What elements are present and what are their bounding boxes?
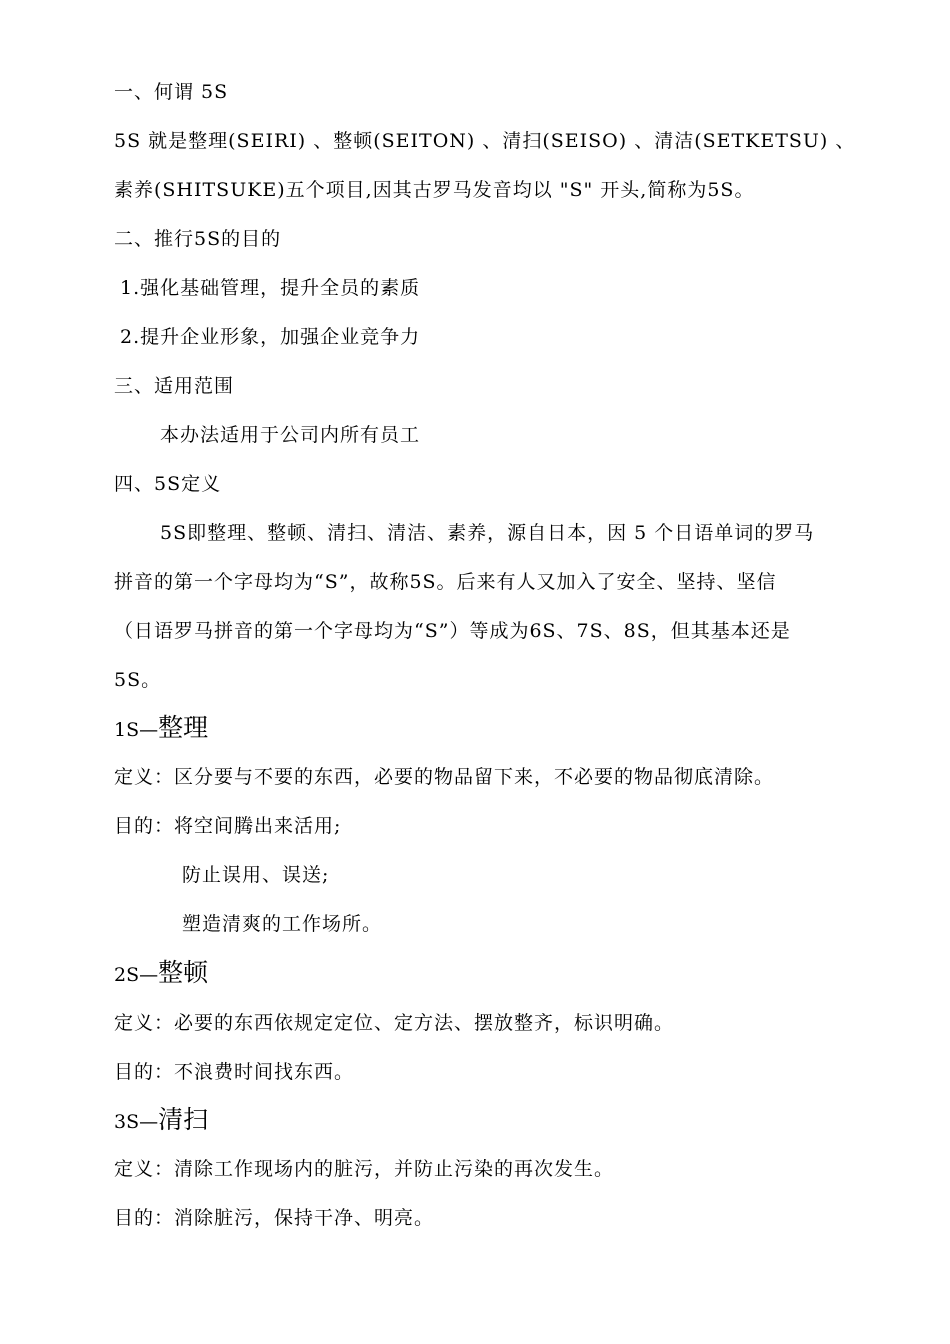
s1-purpose-3: 塑造清爽的工作场所。: [182, 913, 383, 935]
section1-paragraph-line1: 5S 就是整理(SEIRI) 、整顿(SEITON) 、清扫(SEISO) 、清洁(SETKETSU) 、: [114, 130, 856, 152]
s3-purpose: 目的：消除脏污，保持干净、明亮。: [114, 1207, 435, 1229]
s1-definition: 定义：区分要与不要的东西，必要的物品留下来，不必要的物品彻底清除。: [114, 766, 775, 788]
s3-heading: [114, 1104, 208, 1139]
s3-definition: 定义：清除工作现场内的脏污，并防止污染的再次发生。: [114, 1158, 615, 1180]
section2-item-2: 2.提升企业形象，加强企业竞争力: [120, 326, 421, 348]
section4-line-4: 5S。: [114, 669, 162, 691]
section2-title: 二、推行5S的目的: [114, 228, 282, 250]
section1-title: 一、何谓 5S: [114, 81, 229, 103]
section4-line-2: 拼音的第一个字母均为“S”，故称5S。后来有人又加入了安全、坚持、坚信: [114, 571, 777, 593]
section1-paragraph-line2: 素养(SHITSUKE)五个项目,因其古罗马发音均以 "S" 开头,简称为5S。: [114, 179, 755, 201]
s2-heading-number: 2S—: [114, 964, 159, 986]
s1-heading-number: 1S—: [114, 719, 159, 741]
s2-purpose: 目的：不浪费时间找东西。: [114, 1061, 355, 1083]
section3-title: 三、适用范围: [114, 375, 235, 397]
section2-item-1: 1.强化基础管理，提升全员的素质: [120, 277, 421, 299]
s3-heading-name: 清扫: [158, 1105, 209, 1134]
s1-heading: [114, 712, 208, 747]
section4-title: 四、5S定义: [114, 473, 222, 495]
section3-text: 本办法适用于公司内所有员工: [160, 424, 421, 446]
s3-heading-number: 3S—: [114, 1111, 159, 1133]
section4-line-3: （日语罗马拼音的第一个字母均为“S”）等成为6S、7S、8S，但其基本还是: [114, 620, 791, 642]
s1-purpose-2: 防止误用、误送;: [182, 864, 330, 886]
s2-definition: 定义：必要的东西依规定定位、定方法、摆放整齐，标识明确。: [114, 1012, 675, 1034]
s2-heading-name: 整顿: [158, 958, 209, 987]
s1-purpose: 目的：将空间腾出来活用;: [114, 815, 342, 837]
s1-heading-name: 整理: [158, 713, 209, 742]
s2-heading: [114, 957, 208, 992]
section4-line-1: 5S即整理、整顿、清扫、清洁、素养，源自日本，因 5 个日语单词的罗马: [160, 522, 815, 544]
